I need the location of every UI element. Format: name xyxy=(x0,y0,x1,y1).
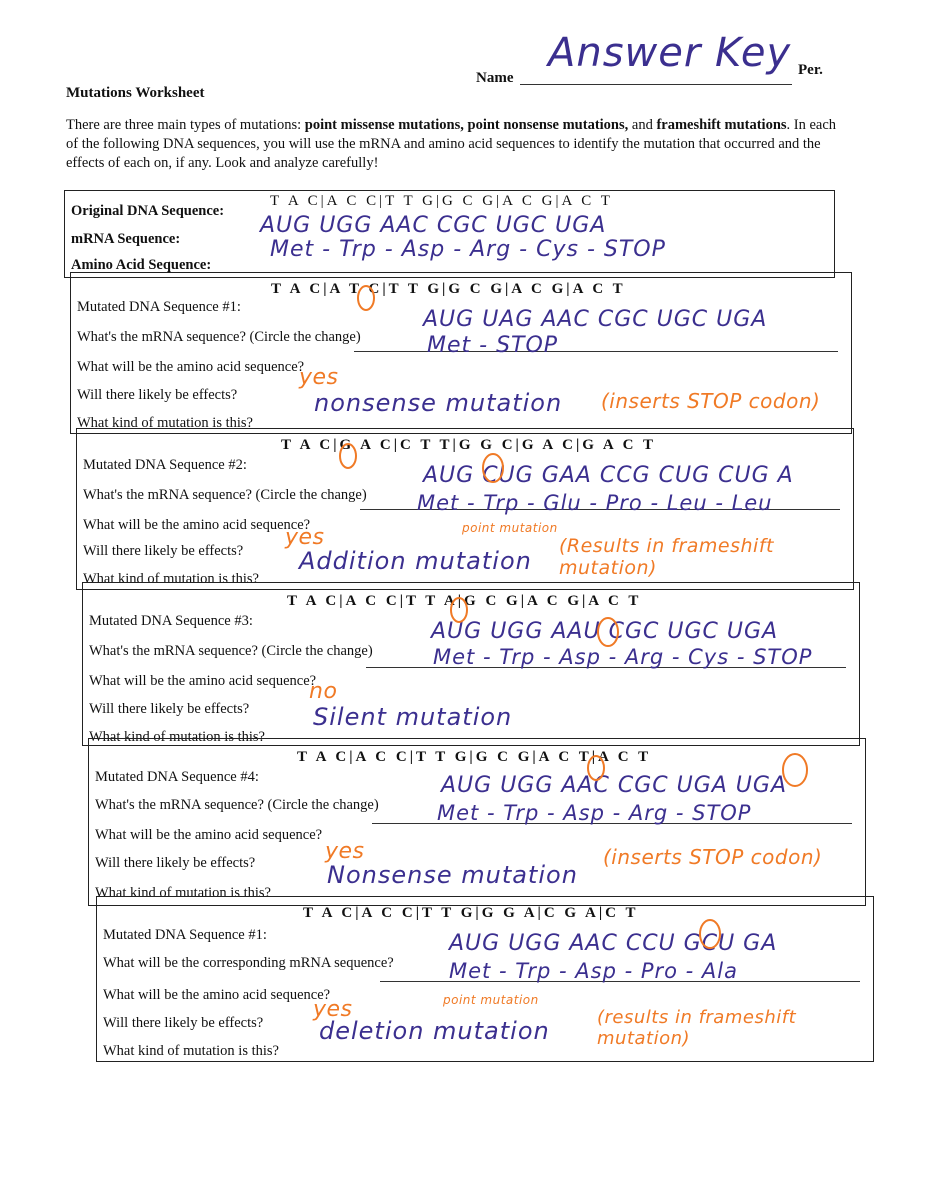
mutation-2-aa-question: What will be the amino acid sequence? xyxy=(83,517,311,533)
circle-mark-5 xyxy=(598,618,618,646)
mutation-4-kind-question: What kind of mutation is this? xyxy=(95,885,271,901)
mutation-4-aa-question: What will be the amino acid sequence? xyxy=(95,827,323,843)
mutation-5-note-small: point mutation xyxy=(443,993,539,1007)
original-mrna: AUG UGG AAC CGC UGC UGA xyxy=(260,213,607,238)
mutation-1-aa: Met - STOP xyxy=(427,333,559,358)
mutation-1-effects: yes xyxy=(299,365,339,390)
mutation-4-kind: Nonsense mutation xyxy=(327,861,578,889)
mutation-5-kind-question: What kind of mutation is this? xyxy=(103,1043,279,1059)
original-aa-label: Amino Acid Sequence: xyxy=(71,257,212,273)
mutation-2-note-small: point mutation xyxy=(462,521,558,535)
mutation-4-aa: Met - Trp - Asp - Arg - STOP xyxy=(437,801,752,825)
mutation-1-aa-question: What will be the amino acid sequence? xyxy=(77,359,305,375)
mutation-2-kind-question: What kind of mutation is this? xyxy=(83,571,259,587)
mutation-4-effects-question: Will there likely be effects? xyxy=(95,855,256,871)
mutation-3-kind-question: What kind of mutation is this? xyxy=(89,729,265,745)
mutation-2-label: Mutated DNA Sequence #2: xyxy=(83,457,247,473)
circle-mark-6 xyxy=(588,756,604,780)
circle-mark-8 xyxy=(700,920,720,948)
mutation-3-aa-question: What will be the amino acid sequence? xyxy=(89,673,317,689)
mutation-5-dna: T A C|A C C|T T G|G G A|C G A|C T xyxy=(303,905,639,921)
mutation-5-kind: deletion mutation xyxy=(319,1017,550,1045)
circle-mark-2 xyxy=(340,444,356,468)
circle-mark-3 xyxy=(483,454,503,482)
period-label: Per. xyxy=(798,62,823,78)
circle-mark-7 xyxy=(783,754,807,786)
mutation-1-mrna: AUG UAG AAC CGC UGC UGA xyxy=(423,307,768,332)
mutation-1-kind-question: What kind of mutation is this? xyxy=(77,415,253,431)
mutation-5-aa: Met - Trp - Asp - Pro - Ala xyxy=(449,959,738,983)
mutation-5-effects: yes xyxy=(313,997,353,1022)
mutation-2-kind: Addition mutation xyxy=(299,547,532,575)
original-dna: T A C|A C C|T T G|G C G|A C G|A C T xyxy=(270,193,613,209)
original-dna-label: Original DNA Sequence: xyxy=(71,203,225,219)
original-mrna-label: mRNA Sequence: xyxy=(71,231,181,247)
mutation-1-label: Mutated DNA Sequence #1: xyxy=(77,299,241,315)
mutation-5-note: (results in frameshift mutation) xyxy=(597,1007,797,1049)
mutation-1-effects-question: Will there likely be effects? xyxy=(77,387,238,403)
mutation-1-kind: nonsense mutation xyxy=(314,389,563,417)
mutation-5-mrna: AUG UGG AAC CCU GCU GA xyxy=(449,931,778,956)
mutation-4-dna: T A C|A C C|T T G|G C G|A C T|A C T xyxy=(297,749,652,765)
mutation-4-label: Mutated DNA Sequence #4: xyxy=(95,769,259,785)
mutation-5-mrna-question: What will be the corresponding mRNA sequence? xyxy=(103,955,394,971)
mutation-4-effects: yes xyxy=(325,839,365,864)
circle-mark-1 xyxy=(358,286,374,310)
mutation-3-dna: T A C|A C C|T T A|G C G|A C G|A C T xyxy=(287,593,642,609)
mutation-3-aa: Met - Trp - Asp - Arg - Cys - STOP xyxy=(433,645,813,669)
mutation-4-mrna: AUG UGG AAC CGC UGA UGA xyxy=(441,773,787,798)
mutation-3-effects: no xyxy=(309,679,338,704)
name-label: Name xyxy=(476,70,514,86)
mutation-2-effects: yes xyxy=(285,525,325,550)
mutation-2-dna: T A C|G A C|C T T|G G C|G A C|G A C T xyxy=(281,437,656,453)
mutation-3-effects-question: Will there likely be effects? xyxy=(89,701,250,717)
mutation-5-label: Mutated DNA Sequence #1: xyxy=(103,927,267,943)
mutation-2-mrna-question: What's the mRNA sequence? (Circle the change) xyxy=(83,487,367,503)
mutation-3-mrna: AUG UGG AAU CGC UGC UGA xyxy=(431,619,779,644)
original-aa: Met - Trp - Asp - Arg - Cys - STOP xyxy=(270,237,666,262)
worksheet-title: Mutations Worksheet xyxy=(66,85,205,101)
mutation-5-aa-question: What will be the amino acid sequence? xyxy=(103,987,331,1003)
mutation-5-effects-question: Will there likely be effects? xyxy=(103,1015,264,1031)
name-value: Answer Key xyxy=(548,30,792,76)
instructions: There are three main types of mutations: point missense mutations, point nonsense mutations, and frameshift mutations. In each of the following DNA sequences, you will use the mRNA and amino acid sequences to identify the mutation that occurred and the effects of each on, if any. Look and analyze carefully! xyxy=(66,117,837,171)
mutation-3-mrna-question: What's the mRNA sequence? (Circle the change) xyxy=(89,643,373,659)
circle-mark-4 xyxy=(451,598,467,622)
mutation-1-note: (inserts STOP codon) xyxy=(601,389,821,413)
mutation-2-note: (Results in frameshift mutation) xyxy=(559,535,774,579)
mutation-3-kind: Silent mutation xyxy=(313,703,513,731)
mutation-2-aa: Met - Trp - Glu - Pro - Leu - Leu xyxy=(417,491,773,515)
mutation-3-label: Mutated DNA Sequence #3: xyxy=(89,613,253,629)
mutation-4-note: (inserts STOP codon) xyxy=(603,845,823,869)
mutation-2-mrna: AUG CUG GAA CCG CUG CUG A xyxy=(423,463,794,488)
mutation-1-mrna-question: What's the mRNA sequence? (Circle the change) xyxy=(77,329,361,345)
mutation-1-dna: T A C|A T C|T T G|G C G|A C G|A C T xyxy=(271,281,626,297)
mutation-2-effects-question: Will there likely be effects? xyxy=(83,543,244,559)
mutation-4-mrna-question: What's the mRNA sequence? (Circle the change) xyxy=(95,797,379,813)
